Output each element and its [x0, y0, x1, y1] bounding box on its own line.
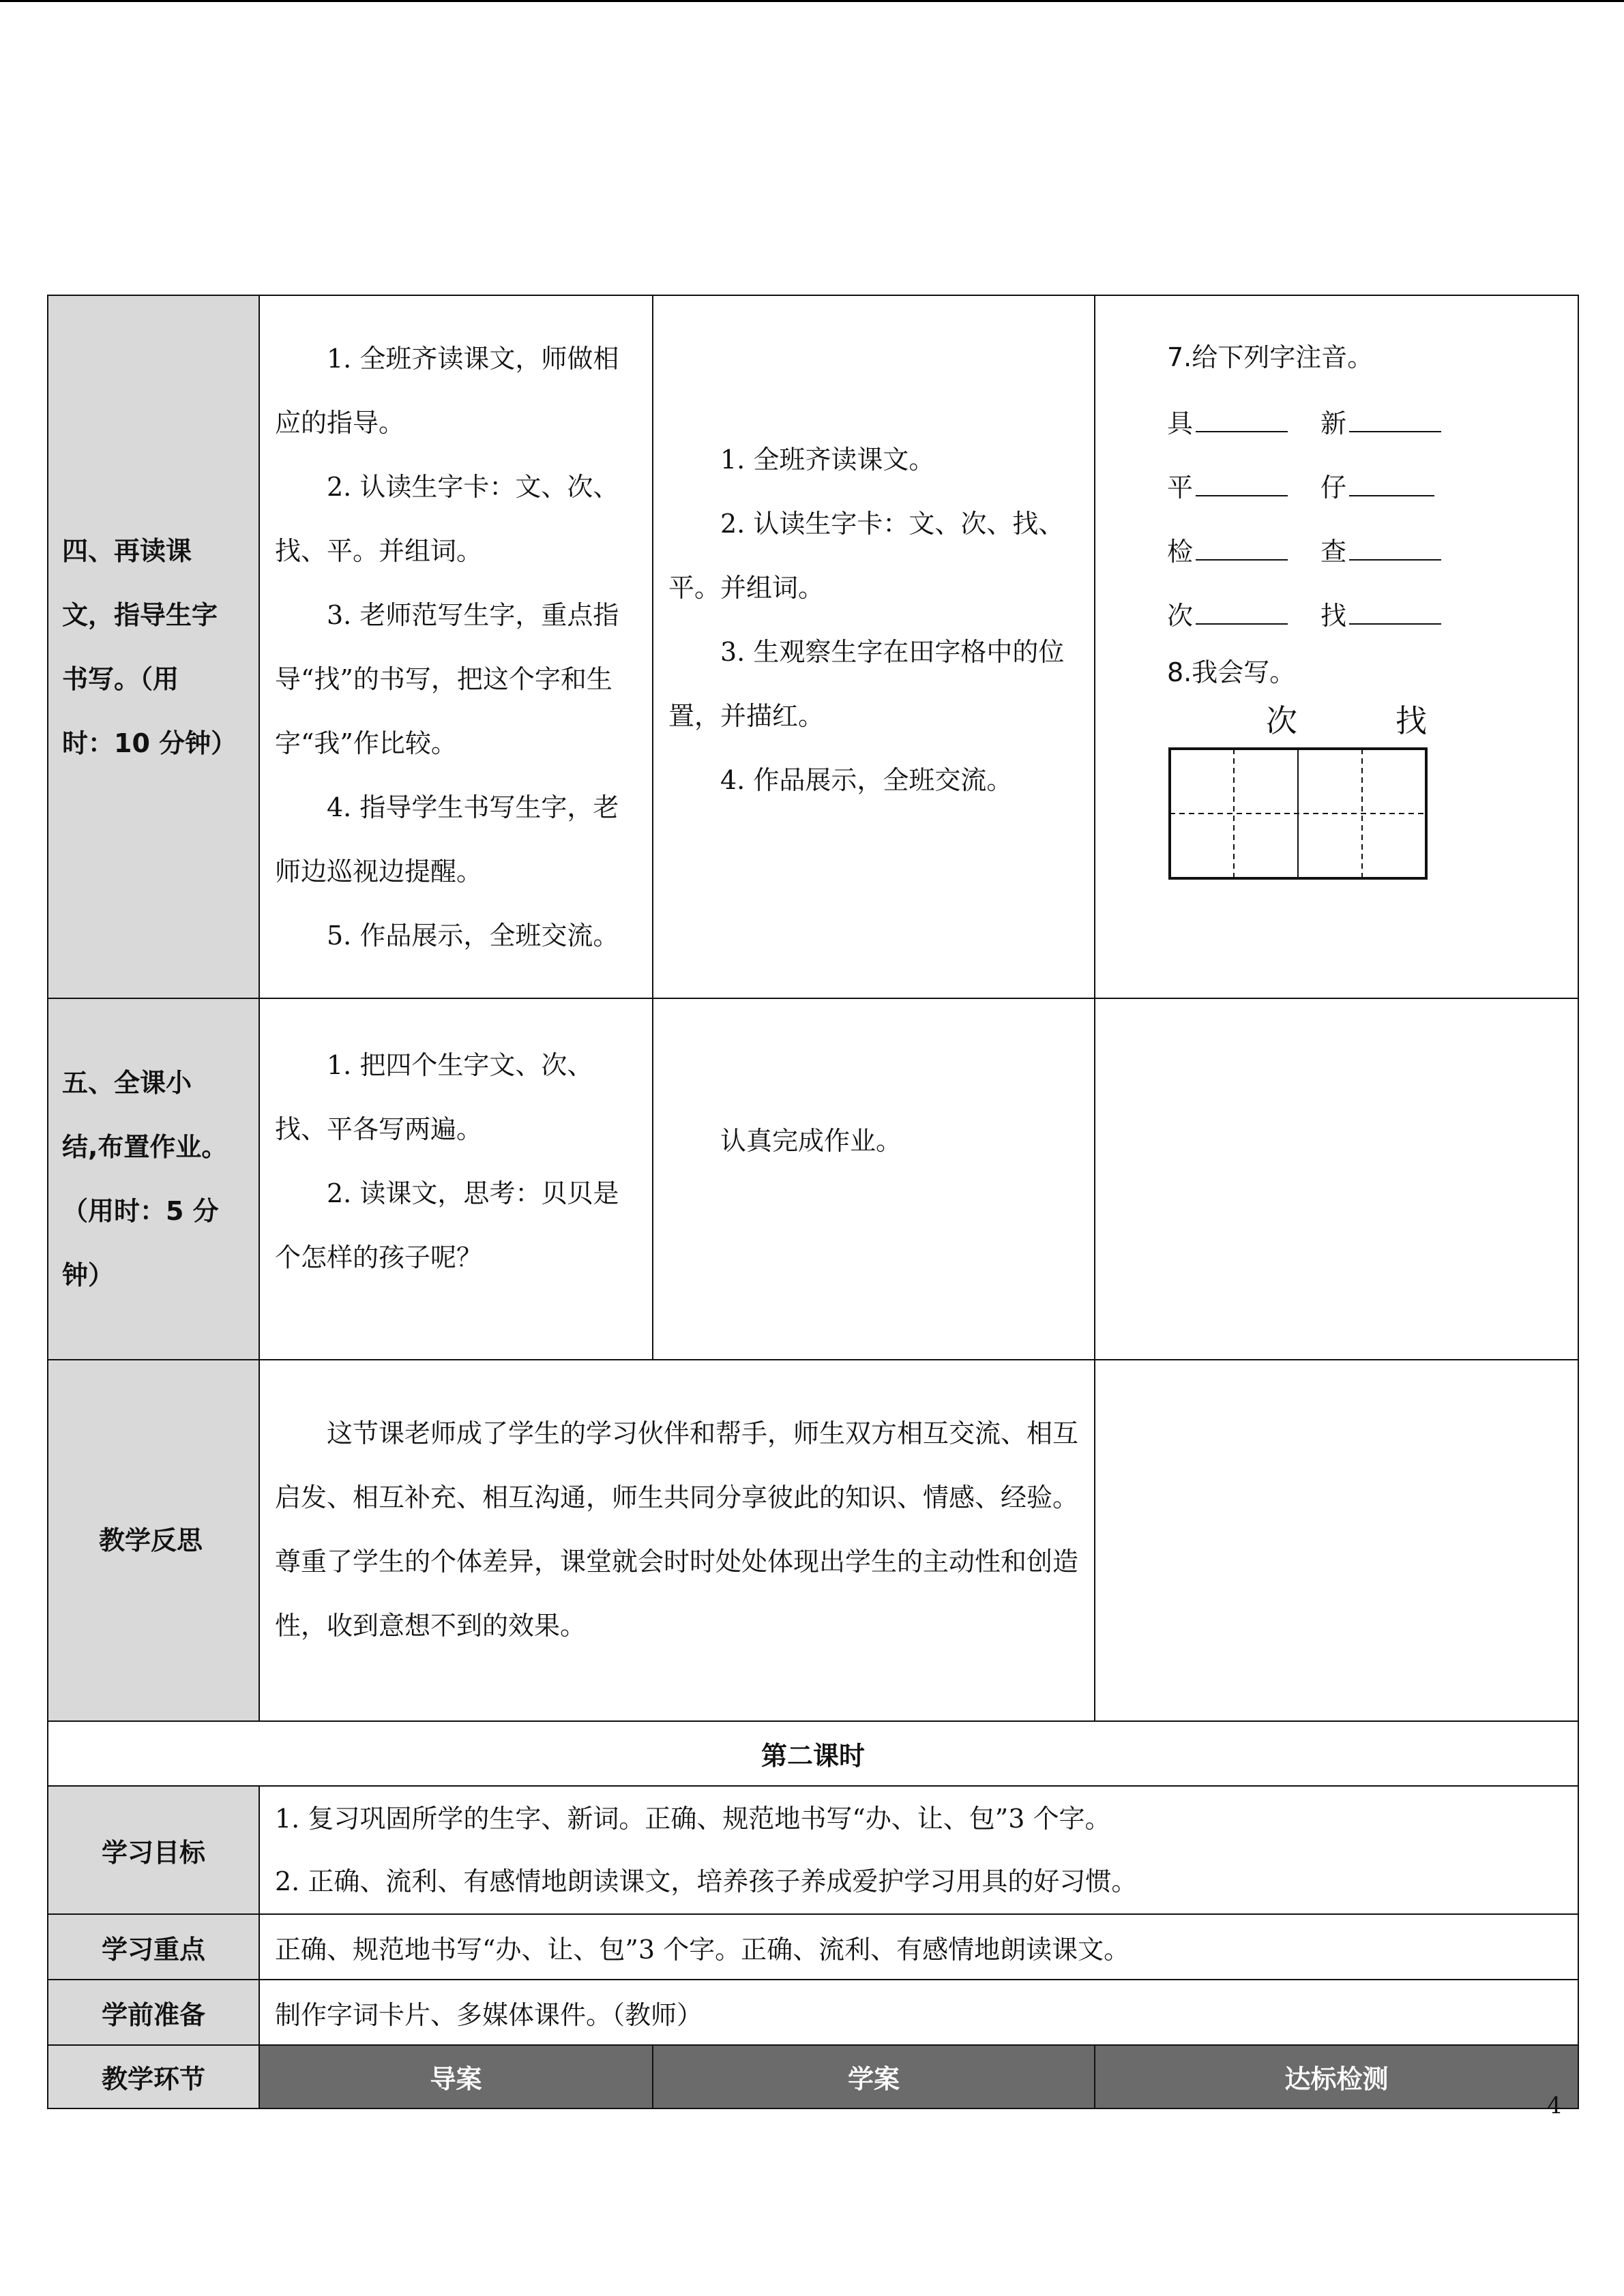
stage-label-line: 四、再读课: [62, 535, 192, 566]
stage-row-summary: [48, 998, 1578, 1360]
goal-item: 2. 正确、流利、有感情地朗读课文，培养孩子养成爱护学习用具的好习惯。: [275, 1866, 1138, 1896]
page-number: 4: [1547, 2092, 1562, 2119]
study-step: 2. 认读生字卡：文、次、找、平。并组词。: [668, 508, 1065, 603]
focus-row: [48, 1914, 1578, 1980]
check-cell: [1095, 295, 1578, 998]
question-title: 7.给下列字注音。: [1167, 342, 1374, 372]
prep-row: [48, 1980, 1578, 2045]
guide-cell: [259, 295, 653, 998]
tian-grid-svg: [1168, 747, 1428, 880]
stage-label-line: 钟）: [62, 1260, 115, 1290]
focus-text: 正确、规范地书写“办、让、包”3 个字。正确、流利、有感情地朗读课文。: [259, 1914, 1578, 1980]
goals-cell: [259, 1786, 1578, 1914]
pinyin-blank[interactable]: 平: [1167, 456, 1320, 520]
reflection-text: 这节课老师成了学生的学习伙伴和帮手，师生双方相互交流、相互启发、相互补充、相互沟通，师生共同分享彼此的知识、情感、经验。尊重了学生的个体差异，课堂就会时时处处体现出学生的主动性和创造性，收到意想不到的效果。: [275, 1418, 1079, 1641]
study-cell: [653, 998, 1095, 1360]
pinyin-blank[interactable]: 找: [1320, 584, 1457, 648]
stage-label: [48, 295, 259, 998]
stage-label-line: 五、全课小: [62, 1068, 192, 1098]
pinyin-blank[interactable]: 具: [1167, 391, 1320, 456]
guide-step: 2. 认读生字卡：文、次、找、平。并组词。: [275, 471, 619, 566]
goal-item: 1. 复习巩固所学的生字、新词。正确、规范地书写“办、让、包”3 个字。: [275, 1804, 1111, 1834]
write-chars: [1217, 697, 1476, 745]
guide-step: 1. 全班齐读课文，师做相应的指导。: [275, 343, 619, 438]
reflection-label: 教学反思: [48, 1360, 259, 1721]
lesson-plan-table: [47, 295, 1579, 2109]
reflection-text-cell: [259, 1360, 1095, 1721]
pinyin-blank[interactable]: 仔: [1320, 456, 1457, 520]
header-study: 学案: [653, 2045, 1095, 2108]
tian-grid[interactable]: [1168, 747, 1564, 886]
goals-label: 学习目标: [48, 1786, 259, 1914]
guide-step: 2. 读课文，思考：贝贝是个怎样的孩子呢？: [275, 1178, 619, 1272]
pinyin-exercise: [1167, 391, 1564, 648]
header-stage: 教学环节: [48, 2045, 259, 2108]
second-lesson-title: 第二课时: [48, 1721, 1578, 1786]
stage-header-row: [48, 2045, 1578, 2108]
stage-label-line: 时：10 分钟）: [62, 728, 237, 758]
study-step: 3. 生观察生字在田字格中的位置，并描红。: [668, 636, 1065, 731]
stage-label-line: （用时：5 分: [62, 1196, 219, 1226]
prep-text: 制作字词卡片、多媒体课件。（教师）: [259, 1980, 1578, 2045]
pinyin-blank[interactable]: 检: [1167, 520, 1320, 584]
guide-step: 3. 老师范写生字，重点指导“找”的书写，把这个字和生字“我”作比较。: [275, 599, 619, 758]
practice-char: 找: [1396, 702, 1427, 739]
question-title: 8.我会写。: [1167, 657, 1296, 687]
study-step: 1. 全班齐读课文。: [720, 444, 935, 475]
second-lesson-title-row: [48, 1721, 1578, 1786]
check-cell-empty: [1095, 998, 1578, 1360]
goals-row: [48, 1786, 1578, 1914]
pinyin-blank[interactable]: 新: [1320, 391, 1457, 456]
stage-label-line: 结,布置作业。: [62, 1132, 228, 1162]
study-step: 4. 作品展示，全班交流。: [720, 764, 1013, 795]
reflection-row: [48, 1360, 1578, 1721]
header-guide: 导案: [259, 2045, 653, 2108]
guide-step: 1. 把四个生字文、次、找、平各写两遍。: [275, 1050, 593, 1144]
page-top-rule: [0, 0, 1624, 2]
pinyin-blank[interactable]: 查: [1320, 520, 1457, 584]
pinyin-blank[interactable]: 次: [1167, 584, 1320, 648]
stage-label-line: 文，指导生字: [62, 599, 218, 630]
reflection-empty: [1095, 1360, 1578, 1721]
guide-cell: [259, 998, 653, 1360]
prep-label: 学前准备: [48, 1980, 259, 2045]
practice-char: 次: [1266, 702, 1297, 739]
guide-step: 4. 指导学生书写生字，老师边巡视边提醒。: [275, 792, 619, 886]
study-cell: [653, 295, 1095, 998]
stage-label: [48, 998, 259, 1360]
header-check: 达标检测: [1095, 2045, 1578, 2108]
study-step: 认真完成作业。: [720, 1126, 902, 1156]
stage-row-reread: [48, 295, 1578, 998]
focus-label: 学习重点: [48, 1914, 259, 1980]
guide-step: 5. 作品展示，全班交流。: [327, 920, 619, 951]
stage-label-line: 书写。（用: [62, 664, 179, 694]
